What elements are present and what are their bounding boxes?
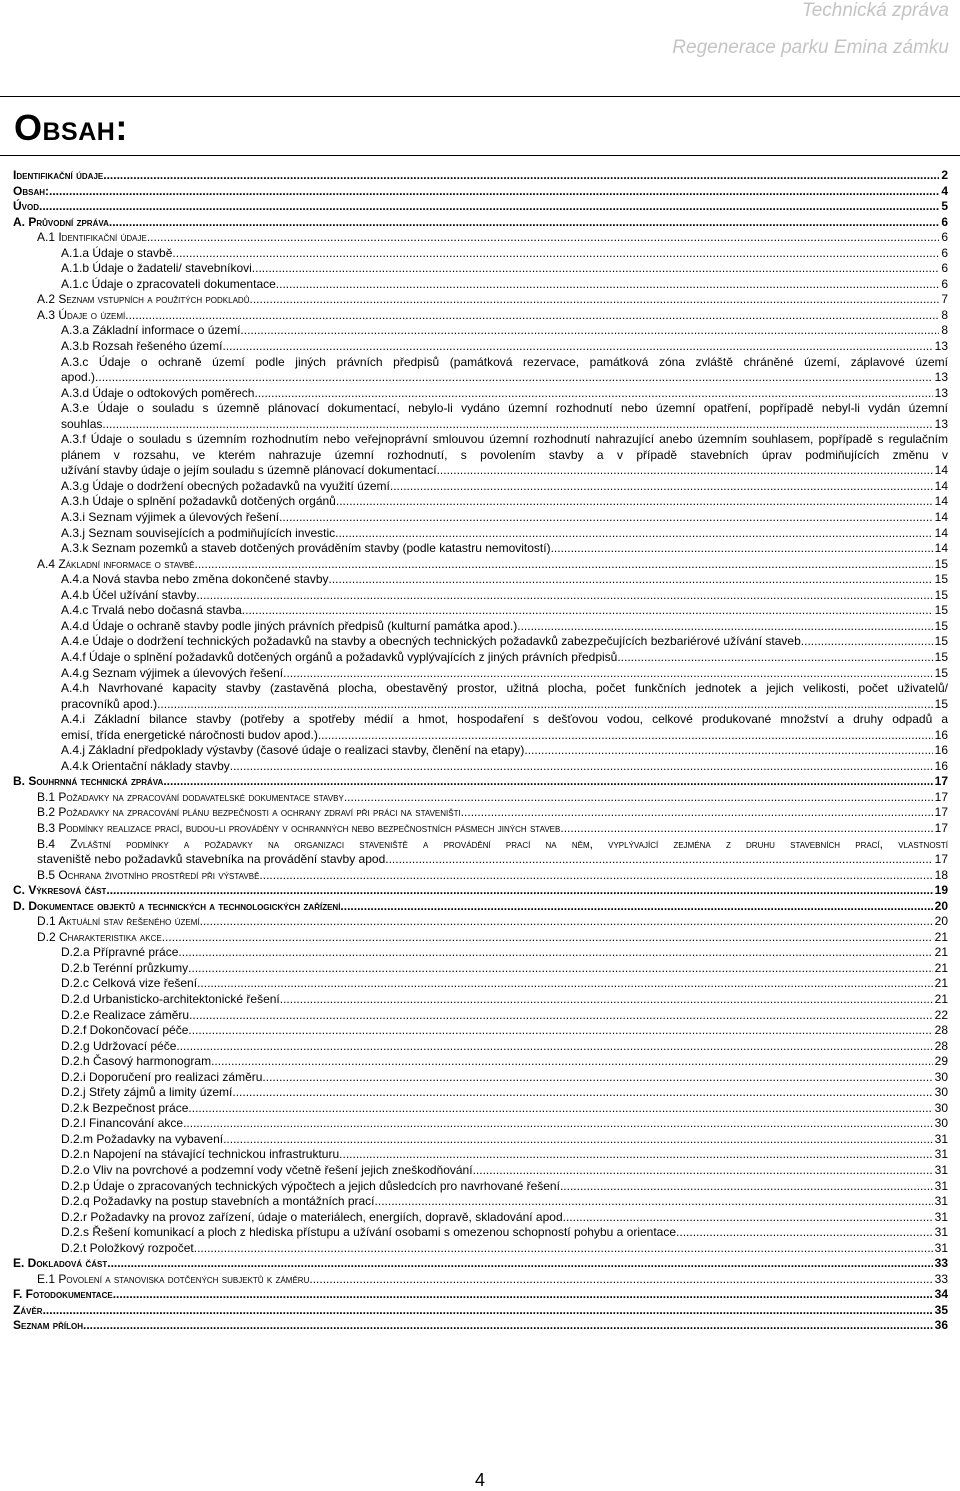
dot-leader: [461, 805, 933, 821]
toc-entry[interactable]: [13, 1116, 948, 1132]
toc-page-number: 21: [934, 945, 948, 960]
toc-entry-text-continued: užívání stavby údaje o jejím souladu s územně plánovací dokumentací: [61, 463, 437, 478]
toc-entry[interactable]: [13, 619, 948, 635]
dot-leader: [283, 666, 933, 682]
toc-entry[interactable]: [13, 961, 948, 977]
toc-page-number: 13: [934, 339, 948, 354]
dot-leader: [240, 323, 939, 339]
toc-entry-text: B.2 Požadavky na zpracování plánu bezpečnosti a ochrany zdraví při práci na staveništi: [37, 805, 461, 820]
dot-leader: [344, 790, 933, 806]
toc-page-number: 31: [934, 1240, 948, 1255]
toc-page-number: 8: [941, 323, 948, 338]
toc-page-number: 21: [934, 976, 948, 991]
toc-entry[interactable]: [13, 1070, 948, 1086]
dot-leader: [163, 774, 932, 790]
dot-leader: [196, 588, 932, 604]
toc-entry[interactable]: [13, 323, 948, 339]
toc-entry[interactable]: [13, 432, 948, 479]
toc-entry-text: E. Dokladová část: [13, 1256, 108, 1271]
dot-leader: [200, 914, 933, 930]
dot-leader: [188, 961, 932, 977]
toc-entry-text: D.2.d Urbanisticko-architektonické řešení: [61, 991, 280, 1006]
toc-entry-text: A.4.g Seznam výjimek a úlevových řešení: [61, 665, 284, 680]
dot-leader: [254, 386, 932, 402]
toc-page-number: 13: [934, 416, 948, 431]
toc-entry[interactable]: [13, 339, 948, 355]
toc-page-number: 14: [934, 494, 948, 509]
toc-page-number: 22: [934, 1007, 948, 1022]
toc-entry-text: A.4.h Navrhované kapacity stavby (zastavěná plocha, obestavěný prostor, užitná plocha, počet funkčních jednotek a jejich velikosti, počet uživatelů/: [61, 681, 948, 696]
toc-page-number: 15: [934, 696, 948, 711]
dot-leader: [188, 1101, 932, 1117]
dot-leader: [178, 945, 932, 961]
dot-leader: [566, 1210, 933, 1226]
toc-entry-text-continued: apod.): [61, 370, 96, 385]
toc-entry-text: D.2.b Terénní průzkumy: [61, 960, 189, 975]
toc-entry[interactable]: [13, 883, 948, 899]
dot-leader: [437, 463, 933, 479]
toc-entry-text: A.3.d Údaje o odtokových poměrech: [61, 385, 255, 400]
dot-leader: [473, 1163, 933, 1179]
toc-entry-text: C. Výkresová část: [13, 883, 107, 898]
toc-entry-text: A.1.a Údaje o stavbě: [61, 245, 173, 260]
dot-leader: [95, 370, 933, 386]
toc-page-number: 8: [941, 307, 948, 322]
toc-entry[interactable]: [13, 1256, 948, 1272]
toc-entry[interactable]: [13, 308, 948, 324]
dot-leader: [517, 619, 932, 635]
toc-entry-text: Identifikační údaje: [13, 168, 104, 182]
toc-entry[interactable]: [13, 557, 948, 573]
toc-page-number: 14: [934, 478, 948, 493]
toc-page-number: 6: [941, 245, 948, 260]
toc-entry[interactable]: [13, 588, 948, 604]
toc-page-number: 30: [934, 1069, 948, 1084]
dot-leader: [389, 852, 933, 868]
toc-entry-text: D.2.j Střety zájmů a limity území: [61, 1085, 233, 1100]
toc-page-number: 20: [934, 898, 948, 913]
dot-leader: [329, 572, 933, 588]
toc-entry[interactable]: [13, 1179, 948, 1195]
toc-entry-text: D.1 Aktuální stav řešeného území: [37, 914, 200, 929]
toc-entry[interactable]: [13, 914, 948, 930]
toc-entry-text: D.2.i Doporučení pro realizaci záměru: [61, 1069, 263, 1084]
toc-page-number: 29: [934, 1054, 948, 1069]
toc-entry[interactable]: [13, 386, 948, 402]
toc-page-number: 21: [934, 991, 948, 1006]
toc-entry-text: A.4.j Základní předpoklady výstavby (časové údaje o realizaci stavby, členění na etapy): [61, 743, 525, 758]
toc-page-number: 31: [934, 1147, 948, 1162]
toc-entry[interactable]: [13, 261, 948, 277]
toc-entry[interactable]: [13, 1225, 948, 1241]
toc-entry-text: D.2.q Požadavky na postup stavebních a montážních prací: [61, 1194, 375, 1209]
toc-entry[interactable]: [13, 215, 948, 231]
toc-entry-text: A.4.k Orientační náklady stavby: [61, 758, 230, 773]
toc-page-number: 30: [934, 1085, 948, 1100]
toc-page-number: 15: [934, 603, 948, 618]
toc-page-number: 31: [934, 1178, 948, 1193]
toc-entry-text: D.2.l Financování akce: [61, 1116, 184, 1131]
toc-entry-text: A.3.i Seznam výjimek a úlevových řešení: [61, 510, 280, 525]
toc-entry[interactable]: [13, 774, 948, 790]
toc-entry-text: A.1.c Údaje o zpracovateli dokumentace: [61, 276, 276, 291]
dot-leader: [375, 1194, 933, 1210]
toc-entry-text: B. Souhrnná technická zpráva: [13, 774, 164, 789]
toc-entry-text: D.2.e Realizace záměru: [61, 1007, 190, 1022]
toc-entry-text: A.3.c Údaje o ochraně území podle jiných právních předpisů (památková rezervace, památková zóna zvláště chráněné území, záplavové území: [61, 354, 948, 369]
dot-leader: [109, 215, 939, 231]
toc-page-number: 16: [934, 727, 948, 742]
toc-entry-text: A. Průvodní zpráva: [13, 214, 109, 229]
toc-entry-text: A.4.b Účel užívání stavby: [61, 587, 197, 602]
dot-leader: [340, 899, 932, 915]
toc-entry[interactable]: [13, 837, 948, 868]
toc-entry-text: A.3.j Seznam souvisejících a podmiňujících investic: [61, 525, 336, 540]
toc-page-number: 15: [934, 665, 948, 680]
toc-page-number: 15: [934, 556, 948, 571]
toc-entry[interactable]: [13, 199, 948, 215]
table-of-contents: [13, 168, 948, 1334]
toc-page-number: 30: [934, 1100, 948, 1115]
toc-entry-text: F. Fotodokumentace: [13, 1287, 113, 1302]
toc-entry-text: D.2.m Požadavky na vybavení: [61, 1131, 224, 1146]
toc-entry-text: B.4 Zvláštní podmínky a požadavky na organizaci staveniště a provádění prací na něm, vyplývající zejména z druhu stavebních prací, vlastností: [37, 836, 948, 851]
dot-leader: [617, 650, 932, 666]
toc-entry[interactable]: [13, 494, 948, 510]
dot-leader: [106, 883, 932, 899]
dot-leader: [242, 603, 933, 619]
dot-leader: [107, 1256, 932, 1272]
toc-entry-text: A.3.h Údaje o splnění požadavků dotčených orgánů: [61, 494, 336, 509]
toc-entry[interactable]: [13, 681, 948, 712]
toc-entry[interactable]: [13, 355, 948, 386]
toc-entry[interactable]: [13, 805, 948, 821]
toc-entry[interactable]: [13, 992, 948, 1008]
dot-leader: [318, 728, 933, 744]
toc-entry[interactable]: [13, 868, 948, 884]
toc-page-number: 16: [934, 758, 948, 773]
dot-leader: [390, 479, 933, 495]
toc-entry-text: Obsah:: [13, 183, 49, 198]
dot-leader: [183, 1116, 933, 1132]
toc-page-number: 15: [934, 649, 948, 664]
dot-leader: [102, 417, 932, 433]
toc-entry-text: A.4 Základní informace o stavbě: [37, 556, 195, 571]
toc-entry[interactable]: [13, 230, 948, 246]
toc-page-number: 31: [934, 1225, 948, 1240]
toc-entry[interactable]: [13, 510, 948, 526]
toc-entry[interactable]: [13, 1210, 948, 1226]
toc-entry-text: A.3.e Údaje o souladu s územně plánovací dokumentací, nebylo-li vydáno územní rozhodnutí nebo územní opatření, popřípadě nebyl-li vydán územní: [61, 401, 948, 416]
toc-page-number: 14: [934, 510, 948, 525]
toc-entry-text: D.2.a Přípravné práce: [61, 945, 179, 960]
toc-page-number: 15: [934, 618, 948, 633]
toc-entry[interactable]: [13, 1318, 948, 1334]
toc-entry-text: Úvod: [13, 199, 40, 214]
dot-leader: [232, 1085, 932, 1101]
toc-entry[interactable]: [13, 1147, 948, 1163]
toc-page-number: 18: [934, 867, 948, 882]
toc-entry[interactable]: [13, 1272, 948, 1288]
toc-entry-text-continued: staveniště nebo požadavků stavebníka na provádění stavby apod.: [37, 852, 389, 867]
toc-page-number: 4: [941, 183, 948, 198]
dot-leader: [276, 277, 940, 293]
toc-entry-text: Závěr: [13, 1302, 43, 1317]
dot-leader: [309, 1272, 932, 1288]
dot-leader: [189, 1008, 933, 1024]
toc-page-number: 17: [934, 789, 948, 804]
toc-entry-text: B.5 Ochrana životního prostředí při výstavbě: [37, 867, 260, 882]
toc-entry-text: E.1 Povolení a stanoviska dotčených subjektů k záměru: [37, 1271, 310, 1286]
dot-leader: [188, 1023, 932, 1039]
toc-entry[interactable]: [13, 479, 948, 495]
toc-page-number: 19: [934, 883, 948, 898]
dot-leader: [551, 541, 933, 557]
toc-page-number: 13: [934, 385, 948, 400]
toc-entry-text: D.2.h Časový harmonogram: [61, 1054, 212, 1069]
dot-leader: [252, 261, 940, 277]
dot-leader: [249, 292, 939, 308]
toc-entry[interactable]: [13, 1194, 948, 1210]
toc-entry[interactable]: [13, 401, 948, 432]
dot-leader: [230, 759, 933, 775]
toc-entry[interactable]: [13, 1132, 948, 1148]
toc-entry-text: D.2.f Dokončovací péče: [61, 1023, 189, 1038]
toc-page-number: 36: [934, 1318, 948, 1333]
toc-page-number: 6: [941, 230, 948, 245]
toc-page-number: 17: [934, 852, 948, 867]
toc-entry-text: D.2.o Vliv na povrchové a podzemní vody včetně řešení jejich zneškodňování: [61, 1163, 473, 1177]
toc-entry-text: D.2.c Celková vize řešení: [61, 976, 198, 991]
toc-entry[interactable]: [13, 1023, 948, 1039]
toc-page-number: 2: [941, 168, 948, 182]
toc-page-number: 6: [941, 276, 948, 291]
toc-entry[interactable]: [13, 712, 948, 743]
toc-entry-text: D.2.p Údaje o zpracovaných technických výpočtech a jejich důsledcích pro navrhované řešení: [61, 1178, 560, 1193]
dot-leader: [83, 1318, 933, 1334]
toc-page-number: 28: [934, 1038, 948, 1053]
toc-entry-text-continued: pracovníků apod.): [61, 696, 158, 711]
toc-page-number: 33: [934, 1271, 948, 1286]
dot-leader: [49, 184, 939, 200]
toc-page-number: 15: [934, 587, 948, 602]
toc-entry[interactable]: [13, 1163, 948, 1179]
dot-leader: [222, 339, 932, 355]
toc-page-number: 14: [934, 463, 948, 478]
dot-leader: [801, 634, 933, 650]
toc-entry-text: Seznam příloh: [13, 1318, 84, 1333]
toc-entry[interactable]: [13, 945, 948, 961]
dot-leader: [279, 510, 933, 526]
toc-entry[interactable]: [13, 541, 948, 557]
toc-page-number: 15: [934, 634, 948, 649]
toc-entry-text-continued: souhlas: [61, 416, 103, 431]
toc-entry-text: A.1.b Údaje o žadateli/ stavebníkovi: [61, 261, 252, 276]
toc-entry[interactable]: [13, 246, 948, 262]
dot-leader: [176, 1039, 932, 1055]
toc-entry-text: A.1 Identifikační údaje: [37, 230, 147, 245]
toc-page-number: 6: [941, 214, 948, 229]
toc-entry[interactable]: [13, 1303, 948, 1319]
toc-entry-text: A.4.d Údaje o ochraně stavby podle jiných právních předpisů (kulturní památka apod.): [61, 618, 518, 633]
dot-leader: [194, 1241, 933, 1257]
dot-leader: [39, 199, 939, 215]
dot-leader: [157, 697, 933, 713]
toc-entry-text: D.2 Charakteristika akce: [37, 929, 162, 944]
toc-entry-text: A.4.i Základní bilance stavby (potřeby a spotřeby médií a hmot, hospodaření s dešťovou vodou, celkové produkované množství a druhy odpadů a: [61, 712, 948, 727]
dot-leader: [339, 1147, 932, 1163]
toc-entry[interactable]: [13, 1101, 948, 1117]
toc-entry[interactable]: [13, 168, 948, 184]
dot-leader: [172, 246, 939, 262]
toc-entry-text: A.4.e Údaje o dodržení technických požadavků na stavby a obecných technických požadavků zabezpečujících bezbariérové užívání staveb: [61, 634, 801, 649]
toc-entry[interactable]: [13, 526, 948, 542]
dot-leader: [280, 992, 933, 1008]
toc-entry[interactable]: [13, 743, 948, 759]
dot-leader: [676, 1225, 933, 1241]
dot-leader: [560, 821, 932, 837]
toc-entry-text: D.2.s Řešení komunikací a ploch z hlediska přístupu a užívání osobami s omezenou schopností pohybu a orientace: [61, 1225, 677, 1240]
toc-entry-text: D.2.k Bezpečnost práce: [61, 1100, 189, 1115]
toc-page-number: 13: [934, 370, 948, 385]
toc-entry[interactable]: [13, 634, 948, 650]
dot-leader: [211, 1054, 933, 1070]
toc-entry-text: B.1 Požadavky na zpracování dodavatelské dokumentace stavby: [37, 789, 344, 804]
toc-entry[interactable]: [13, 572, 948, 588]
toc-entry[interactable]: [13, 899, 948, 915]
toc-entry-text: D.2.n Napojení na stávající technickou infrastrukturu: [61, 1147, 340, 1162]
dot-leader: [560, 1179, 933, 1195]
header-document-type: Technická zpráva: [801, 0, 949, 21]
toc-page-number: 31: [934, 1163, 948, 1177]
toc-page-number: 31: [934, 1209, 948, 1224]
toc-entry-text: A.4.f Údaje o splnění požadavků dotčených orgánů a požadavků vyplývajících z jiných právních předpisů: [61, 649, 618, 664]
toc-entry-text: A.4.c Trvalá nebo dočasná stavba: [61, 603, 242, 618]
toc-entry-text: D.2.t Položkový rozpočet: [61, 1240, 194, 1255]
dot-leader: [524, 743, 932, 759]
toc-entry[interactable]: [13, 1054, 948, 1070]
toc-entry[interactable]: [13, 277, 948, 293]
title-band: [0, 96, 960, 156]
toc-page-number: 17: [934, 805, 948, 820]
toc-page-number: 15: [934, 572, 948, 587]
dot-leader: [197, 976, 933, 992]
toc-page-number: 21: [934, 929, 948, 944]
toc-entry[interactable]: [13, 1287, 948, 1303]
toc-page-number: 20: [934, 914, 948, 929]
dot-leader: [162, 930, 933, 946]
toc-entry[interactable]: [13, 1039, 948, 1055]
toc-page-number: 31: [934, 1194, 948, 1209]
dot-leader: [43, 1303, 933, 1319]
toc-entry[interactable]: [13, 603, 948, 619]
page-title: Obsah:: [14, 107, 128, 148]
toc-entry-text: D.2.g Udržovací péče: [61, 1038, 177, 1053]
toc-entry-text: A.4.a Nová stavba nebo změna dokončené stavby: [61, 572, 329, 587]
toc-entry[interactable]: [13, 650, 948, 666]
dot-leader: [147, 230, 940, 246]
toc-entry[interactable]: [13, 666, 948, 682]
toc-entry-text: A.3.f Údaje o souladu s územním rozhodnutím nebo veřejnoprávní smlouvou územní rozhodnutí nahrazující anebo územním souhlasem, popřípadě s regulačním plánem v rozsahu, ve kterém nahrazuje územní rozhodnutí, s povolením stavby a v případě stavebních úprav podmiňujících změnu v: [61, 432, 948, 462]
toc-entry-text: A.2 Seznam vstupních a použitých podkladů: [37, 292, 250, 307]
toc-entry[interactable]: [13, 292, 948, 308]
toc-entry-text: A.3.g Údaje o dodržení obecných požadavků na využití území: [61, 478, 390, 493]
toc-entry-text: B.3 Podmínky realizace prací, budou-li prováděny v ochranných nebo bezpečnostních pásmech jiných staveb: [37, 820, 561, 835]
toc-page-number: 17: [934, 774, 948, 789]
dot-leader: [103, 168, 939, 184]
toc-page-number: 5: [941, 199, 948, 214]
header-project-name: Regenerace parku Emina zámku: [672, 37, 949, 58]
toc-page-number: 14: [934, 541, 948, 556]
toc-entry[interactable]: [13, 184, 948, 200]
page-number: 4: [474, 1470, 485, 1490]
toc-page-number: 16: [934, 743, 948, 758]
toc-entry-text: D.2.r Požadavky na provoz zařízení, údaje o materiálech, energiích, dopravě, skladování apod.: [61, 1209, 566, 1224]
toc-page-number: 21: [934, 960, 948, 975]
dot-leader: [125, 308, 939, 324]
toc-page-number: 14: [934, 525, 948, 540]
toc-page-number: 33: [934, 1256, 948, 1271]
toc-entry[interactable]: [13, 821, 948, 837]
toc-page-number: 34: [934, 1287, 948, 1302]
toc-entry[interactable]: [13, 1241, 948, 1257]
dot-leader: [336, 494, 933, 510]
dot-leader: [223, 1132, 933, 1148]
toc-entry[interactable]: [13, 1085, 948, 1101]
toc-entry[interactable]: [13, 790, 948, 806]
dot-leader: [259, 868, 932, 884]
dot-leader: [195, 557, 933, 573]
toc-page-number: 6: [941, 261, 948, 276]
toc-page-number: 35: [934, 1302, 948, 1317]
toc-entry-text: D. Dokumentace objektů a technických a technologických zařízení: [13, 898, 341, 913]
toc-entry-text: A.3.a Základní informace o území: [61, 323, 241, 338]
dot-leader: [113, 1287, 933, 1303]
toc-entry-text: A.3.k Seznam pozemků a staveb dotčených prováděním stavby (podle katastru nemovitostí): [61, 541, 551, 556]
toc-entry[interactable]: [13, 759, 948, 775]
toc-entry[interactable]: [13, 930, 948, 946]
dot-leader: [262, 1070, 932, 1086]
toc-page-number: 31: [934, 1131, 948, 1146]
dot-leader: [335, 526, 933, 542]
toc-entry-text: A.3.b Rozsah řešeného území: [61, 339, 223, 354]
toc-entry-text: A.3 Údaje o území: [37, 307, 126, 322]
toc-page-number: 17: [934, 820, 948, 835]
toc-entry[interactable]: [13, 976, 948, 992]
toc-page-number: 7: [941, 292, 948, 307]
toc-entry-text-continued: emisí, třída energetické náročnosti budov apod.): [61, 727, 318, 742]
toc-page-number: 30: [934, 1116, 948, 1131]
toc-page-number: 28: [934, 1023, 948, 1038]
toc-entry[interactable]: [13, 1008, 948, 1024]
